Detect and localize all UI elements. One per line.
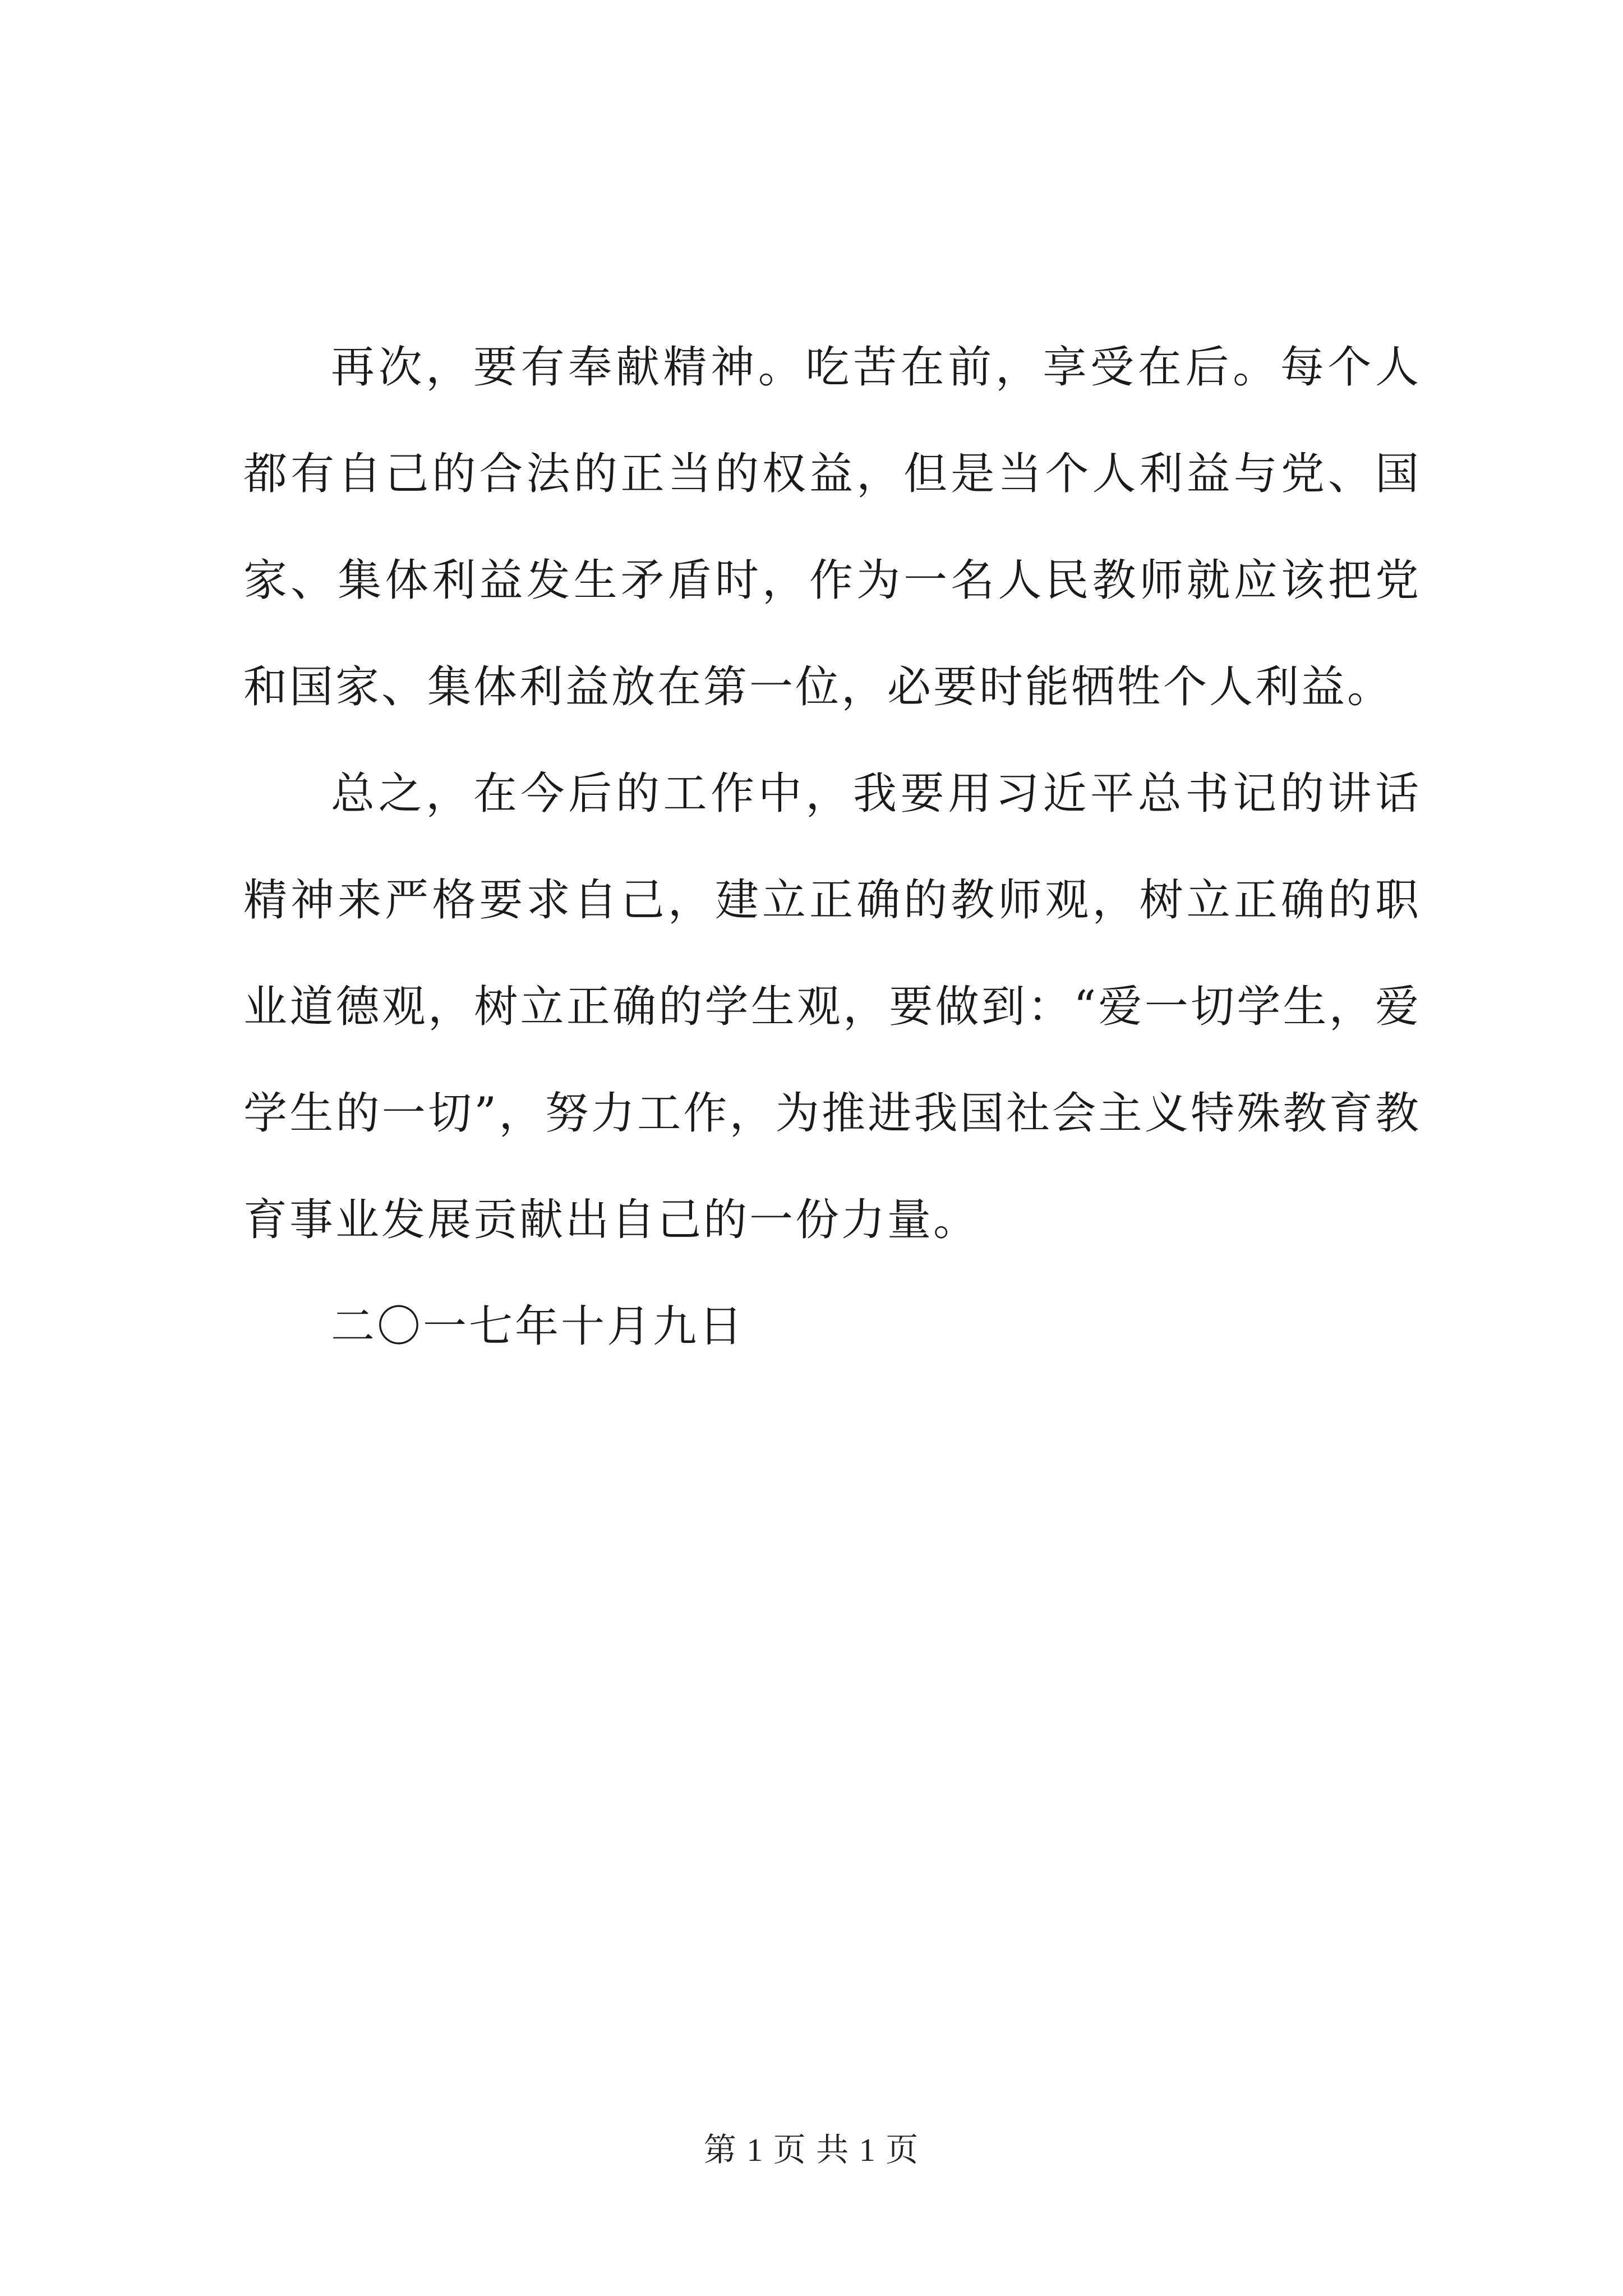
page-footer: 第 1 页 共 1 页 xyxy=(703,2132,920,2168)
document-body xyxy=(243,314,1421,1380)
paragraph-conclusion: 总之，在今后的工作中，我要用习近平总书记的讲话精神来严格要求自己，建立正确的教师观，树立正确的职业道德观，树立正确的学生观，要做到：“爱一切学生，爱学生的一切”，努力工作，为推进我国社会主义特殊教育教育事业发展贡献出自己的一份力量。 xyxy=(243,769,1421,1245)
paragraph-dedication: 再次，要有奉献精神。吃苦在前，享受在后。每个人都有自己的合法的正当的权益，但是当个人利益与党、国家、集体利益发生矛盾时，作为一名人民教师就应该把党和国家、集体利益放在第一位，必要时能牺牲个人利益。 xyxy=(243,342,1421,712)
document-date: 二〇一七年十月九日 xyxy=(331,1301,745,1352)
